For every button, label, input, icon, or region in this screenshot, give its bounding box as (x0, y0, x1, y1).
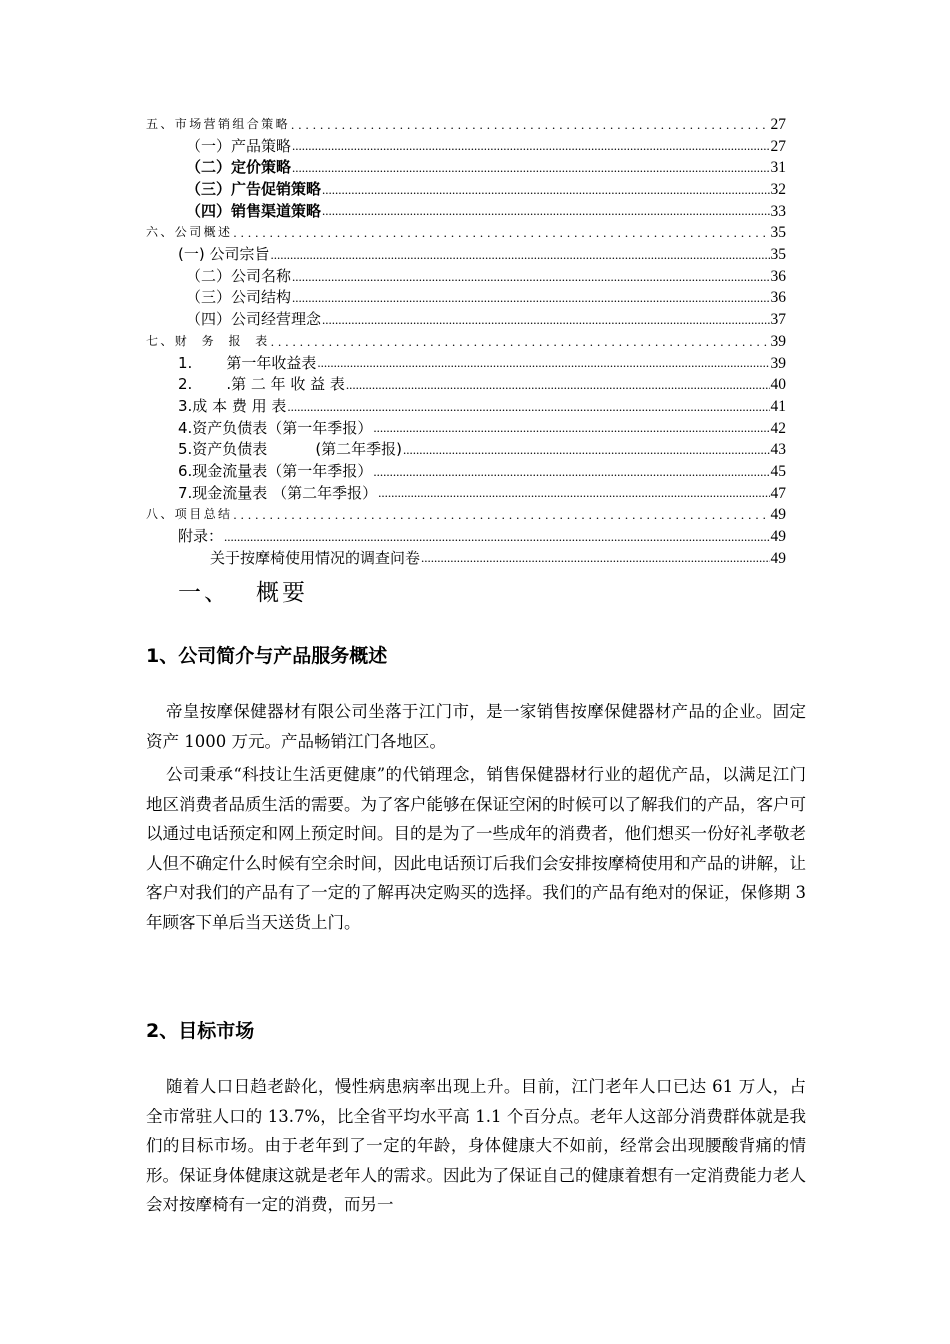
toc-entry[interactable] (146, 353, 786, 375)
paragraph: 随着人口日趋老龄化，慢性病患病率出现上升。目前，江门老年人口已达 61 万人，占全市常驻人口的 13.7%，比全省平均水平高 1.1 个百分点。老年人这部分消费群体就是我们的目标市场。由于老年到了一定的年龄，身体健康大不如前，经常会出现腰酸背痛的情形。保证身体健康这就是老年人的需求。因此为了保证自己的健康着想有一定消费能力老人会对按摩椅有一定的消费，而另一 (146, 1077, 806, 1215)
toc-leader (316, 353, 769, 375)
section-title: 概要 (256, 580, 308, 606)
toc-page: 49 (770, 506, 786, 524)
toc-number: 2. (178, 375, 193, 394)
toc-entry[interactable] (146, 374, 786, 396)
toc-leader (232, 222, 769, 244)
toc-entry[interactable] (146, 179, 786, 201)
toc-entry[interactable] (146, 483, 786, 505)
toc-label: 八、项目总结 (146, 507, 233, 522)
toc-leader (223, 526, 769, 548)
toc-leader (372, 461, 769, 483)
toc-label: 附录： (178, 527, 224, 546)
toc-label: （三）广告促销策略 (186, 180, 322, 199)
toc-entry[interactable] (146, 309, 786, 331)
toc-entry[interactable] (146, 157, 786, 179)
toc-text: 5.资产负债表 (178, 440, 268, 459)
toc-page: 45 (770, 462, 786, 480)
toc-label: （四）销售渠道策略 (186, 201, 322, 220)
subsection-heading-company: 1、公司简介与产品服务概述 (146, 645, 388, 667)
toc-label: （二）定价策略 (186, 158, 292, 177)
toc-leader (232, 504, 769, 526)
toc-page: 32 (770, 181, 786, 199)
toc-leader (291, 266, 769, 288)
toc-page: 41 (770, 397, 786, 415)
toc-label: 关于按摩椅使用情况的调查问卷 (210, 548, 421, 567)
toc-page: 35 (770, 224, 786, 242)
toc-leader (377, 483, 769, 505)
toc-page: 40 (770, 376, 786, 394)
toc-entry[interactable] (146, 396, 786, 418)
toc-entry[interactable] (146, 288, 786, 310)
toc-page: 35 (770, 246, 786, 264)
toc-entry[interactable] (146, 136, 786, 158)
toc-label (146, 374, 345, 396)
toc-number: 1. (178, 353, 193, 372)
toc-entry[interactable] (146, 461, 786, 483)
toc-leader (291, 288, 769, 310)
toc-page: 42 (770, 419, 786, 437)
toc-text: 第一年收益表 (226, 353, 317, 372)
toc-entry[interactable] (146, 222, 786, 244)
toc-page: 39 (770, 354, 786, 372)
toc-label: 五、市场营销组合策略 (146, 116, 291, 131)
toc-label: 6.现金流量表（第一年季报） (178, 461, 373, 480)
paragraph: 公司秉承“科技让生活更健康”的代销理念，销售保健器材行业的超优产品，以满足江门地区消费者品质生活的需要。为了客户能够在保证空闲的时候可以了解我们的产品，客户可以通过电话预定和网上预定时间。目的是为了一些成年的消费者，他们想买一份好礼孝敬老人但不确定什么时候有空余时间，因此电话预订后我们会安排按摩椅使用和产品的讲解，让客户对我们的产品有了一定的了解再决定购买的选择。我们的产品有绝对的保证，保修期 3 年顾客下单后当天送货上门。 (146, 765, 806, 932)
toc-page: 47 (770, 484, 786, 502)
section-number: 一、 (178, 580, 230, 606)
toc-leader (345, 374, 770, 396)
toc-label: 七、财 务 报 表 (146, 333, 270, 348)
toc-entry[interactable] (146, 114, 786, 136)
toc-label: 4.资产负债表（第一年季报） (178, 418, 373, 437)
toc-page: 37 (770, 311, 786, 329)
toc-leader (290, 114, 769, 136)
toc-label: （四）公司经营理念 (186, 310, 322, 329)
toc-label: （二）公司名称 (186, 266, 292, 285)
toc-entry[interactable] (146, 504, 786, 526)
toc-leader (321, 179, 769, 201)
toc-label: 六、公司概述 (146, 225, 233, 240)
toc-page: 39 (770, 332, 786, 350)
toc-entry[interactable] (146, 266, 786, 288)
paragraph: 帝皇按摩保健器材有限公司坐落于江门市，是一家销售按摩保健器材产品的企业。固定资产 1000 万元。产品畅销江门各地区。 (146, 702, 806, 751)
toc-page: 49 (770, 528, 786, 546)
toc-page: 31 (770, 159, 786, 177)
toc-leader (372, 418, 769, 440)
toc-page: 27 (770, 137, 786, 155)
toc-page: 27 (770, 115, 786, 133)
toc-text: .第 二 年 收 益 表 (226, 375, 345, 394)
toc-page: 43 (770, 441, 786, 459)
toc-entry[interactable] (146, 201, 786, 223)
toc-label: (一) 公司宗旨 (178, 245, 270, 264)
toc-entry[interactable] (146, 548, 786, 570)
toc-leader (321, 309, 769, 331)
toc-leader (269, 244, 769, 266)
toc-leader (402, 439, 769, 461)
toc-page: 36 (770, 267, 786, 285)
toc-leader (420, 548, 769, 570)
toc-leader (286, 396, 769, 418)
toc-leader (291, 136, 769, 158)
section-heading (178, 574, 308, 607)
toc-entry[interactable] (146, 526, 786, 548)
table-of-contents (146, 114, 786, 569)
toc-text-suffix: (第二年季报) (315, 440, 403, 459)
toc-entry[interactable] (146, 244, 786, 266)
toc-entry[interactable] (146, 331, 786, 353)
toc-leader (270, 331, 770, 353)
toc-label (146, 353, 316, 375)
toc-page: 33 (770, 202, 786, 220)
toc-page: 49 (770, 549, 786, 567)
toc-leader (291, 157, 769, 179)
toc-label: （一）产品策略 (186, 136, 292, 155)
toc-leader (321, 201, 769, 223)
subsection-heading-market: 2、目标市场 (146, 1020, 255, 1042)
toc-label: （三）公司结构 (186, 288, 292, 307)
toc-label (146, 439, 402, 461)
toc-page: 36 (770, 289, 786, 307)
toc-label: 7.现金流量表 （第二年季报） (178, 483, 378, 502)
toc-entry[interactable] (146, 418, 786, 440)
toc-label: 3.成 本 费 用 表 (178, 396, 287, 415)
toc-entry[interactable] (146, 439, 786, 461)
